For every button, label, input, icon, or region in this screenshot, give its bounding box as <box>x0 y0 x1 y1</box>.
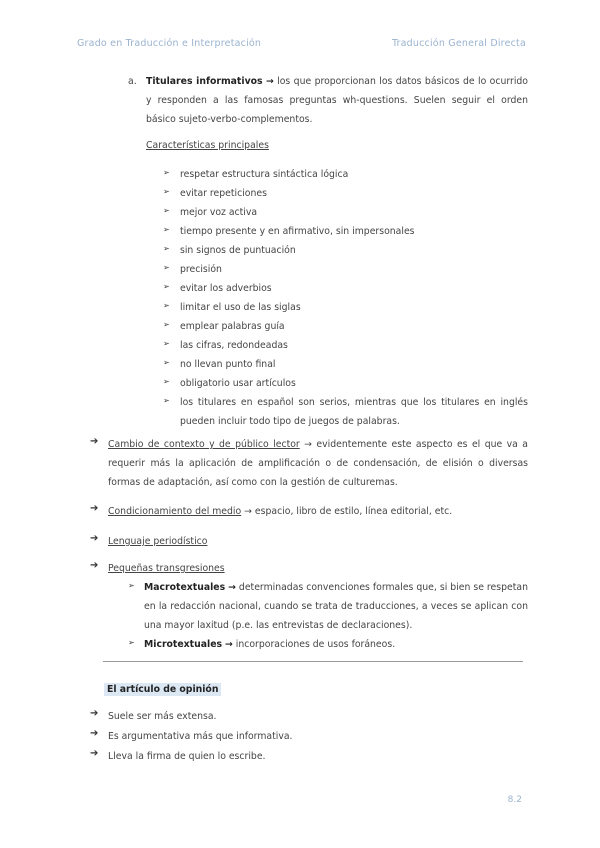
caracteristica-item: obligatorio usar artículos <box>180 378 296 389</box>
arrow-icon: ➔ <box>90 436 99 447</box>
macro-paragraph <box>144 578 528 635</box>
bullet-icon: ➢ <box>163 320 170 329</box>
arrow-icon: ➔ <box>90 560 99 571</box>
medio-definition: → espacio, libro de estilo, línea editorial, etc. <box>244 506 453 517</box>
micro-paragraph <box>144 635 395 654</box>
medio-term: Condicionamiento del medio <box>108 506 242 517</box>
caracteristica-item: sin signos de puntuación <box>180 245 296 256</box>
bullet-icon: ➢ <box>163 244 170 253</box>
bullet-icon: ➢ <box>163 225 170 234</box>
header-left: Grado en Traducción e Interpretación <box>77 38 262 49</box>
caracteristica-item: emplear palabras guía <box>180 321 285 332</box>
micro-arrow: → <box>225 639 233 650</box>
bullet-icon: ➢ <box>163 282 170 291</box>
caracteristicas-heading: Características principales <box>146 140 269 151</box>
arrow-icon: ➔ <box>90 728 99 739</box>
bullet-icon: ➢ <box>163 396 170 405</box>
medio-paragraph <box>108 502 452 521</box>
transgresiones-term: Pequeñas transgresiones <box>108 563 225 574</box>
caracteristica-item: evitar los adverbios <box>180 283 272 294</box>
bullet-icon: ➢ <box>163 377 170 386</box>
header-right: Traducción General Directa <box>391 38 526 49</box>
opinion-heading-text: El artículo de opinión <box>104 683 221 696</box>
macro-definition: determinadas convenciones formales que, si bien se respetan en la redacción nacional, cuando se trata de traducciones, a veces se aplican con una mayor laxitud (p.e. las entrevistas de declaraciones). <box>144 582 528 631</box>
contexto-definition: → evidentemente este aspecto es el que va a requerir más la aplicación de amplificación o de condensación, de elisión o diversas formas de adaptación, así como con la gestión de culturemas. <box>108 439 528 488</box>
opinion-item: Suele ser más extensa. <box>108 711 217 722</box>
caracteristica-item: evitar repeticiones <box>180 188 267 199</box>
bullet-icon: ➢ <box>163 206 170 215</box>
caracteristica-item: tiempo presente y en afirmativo, sin impersonales <box>180 226 415 237</box>
bullet-icon: ➢ <box>163 263 170 272</box>
bullet-icon: ➢ <box>163 301 170 310</box>
bullet-icon: ➢ <box>163 168 170 177</box>
contexto-term: Cambio de contexto y de público lector <box>108 439 300 450</box>
micro-definition: incorporaciones de usos foráneos. <box>235 639 396 650</box>
caracteristica-item: limitar el uso de las siglas <box>180 302 301 313</box>
titulares-term: Titulares informativos <box>146 76 263 87</box>
arrow-icon: ➔ <box>90 748 99 759</box>
opinion-heading <box>104 680 221 699</box>
opinion-item: Lleva la firma de quien lo escribe. <box>108 751 266 762</box>
caracteristica-item: no llevan punto final <box>180 359 276 370</box>
opinion-item: Es argumentativa más que informativa. <box>108 731 293 742</box>
caracteristica-item: mejor voz activa <box>180 207 258 218</box>
macro-term: Macrotextuales <box>144 582 226 593</box>
lenguaje-term: Lenguaje periodístico <box>108 536 208 547</box>
titulares-number: a. <box>128 76 137 87</box>
page-number: 8.2 <box>507 795 522 805</box>
macro-arrow: → <box>228 582 236 593</box>
arrow-icon: ➔ <box>90 533 99 544</box>
titulares-definition: los que proporcionan los datos básicos de lo ocurrido y responden a las famosas preguntas wh-questions. Suelen seguir el orden básico sujeto-verbo-complementos. <box>146 76 528 125</box>
bullet-icon: ➢ <box>163 187 170 196</box>
bullet-icon: ➢ <box>128 581 135 590</box>
titulares-paragraph <box>146 72 528 129</box>
caracteristica-item: respetar estructura sintáctica lógica <box>180 169 349 180</box>
caracteristica-item: los titulares en español son serios, mientras que los titulares en inglés pueden incluir todo tipo de juegos de palabras. <box>180 397 528 427</box>
micro-term: Microtextuales <box>144 639 223 650</box>
caracteristica-item: las cifras, redondeadas <box>180 340 288 351</box>
titulares-arrow: → <box>265 76 274 87</box>
bullet-icon: ➢ <box>128 638 135 647</box>
contexto-paragraph <box>108 435 528 492</box>
arrow-icon: ➔ <box>90 503 99 514</box>
caracteristica-item: precisión <box>180 264 222 275</box>
bullet-icon: ➢ <box>163 358 170 367</box>
bullet-icon: ➢ <box>163 339 170 348</box>
section-divider <box>103 661 523 662</box>
arrow-icon: ➔ <box>90 708 99 719</box>
